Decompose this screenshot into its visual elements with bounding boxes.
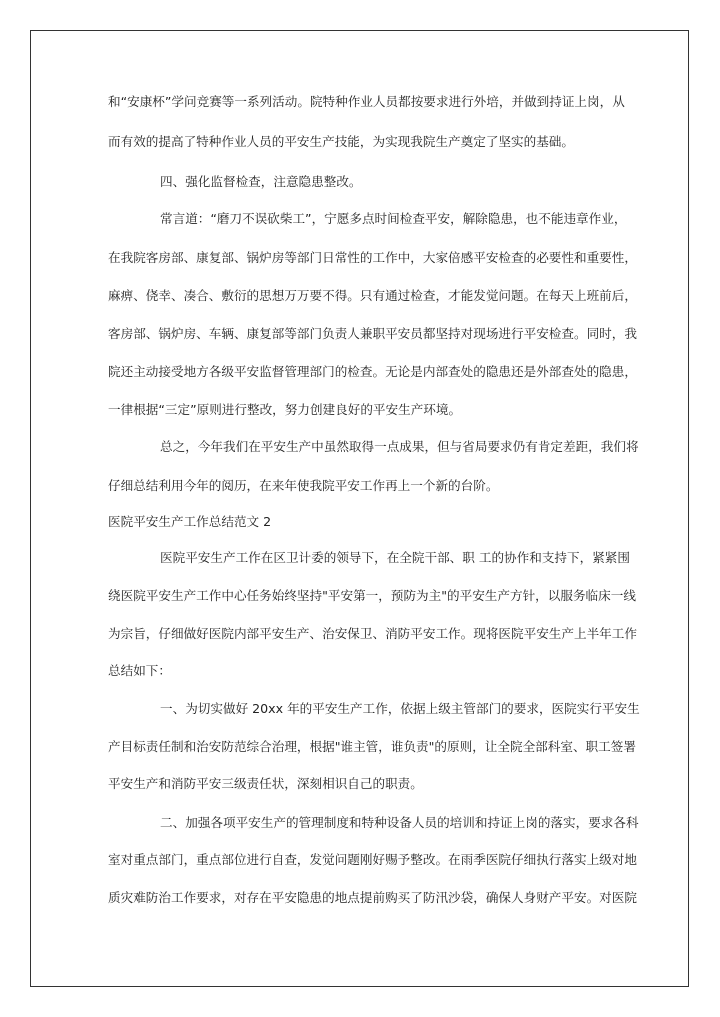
paragraph-line: 质灾难防治工作要求，对存在平安隐患的地点提前购买了防汛沙袋，确保人身财产平安。对医院 [108, 890, 637, 905]
paragraph-line: 而有效的提高了特种作业人员的平安生产技能，为实现我院生产奠定了坚实的基础。 [108, 134, 574, 149]
paragraph-line: 产目标责任制和治安防范综合治理，根据"谁主管，谁负责"的原则，让全院全部科室、职工签署 [108, 739, 636, 754]
paragraph-line: 绕医院平安生产工作中心任务始终坚持"平安第一，预防为主"的平安生产方针，以服务临床一线 [108, 588, 636, 603]
paragraph-line: 一、为切实做好 20xx 年的平安生产工作，依据上级主管部门的要求，医院实行平安生 [160, 701, 640, 716]
paragraph-line: 院还主动接受地方各级平安监督管理部门的检查。无论是内部查处的隐患还是外部查处的隐患， [108, 364, 637, 379]
paragraph-line: 一律根据“三定”原则进行整改，努力创建良好的平安生产环境。 [108, 402, 462, 417]
paragraph-line: 常言道：“磨刀不误砍柴工”，宁愿多点时间检查平安，解除隐患，也不能违章作业， [160, 211, 627, 226]
paragraph-line: 麻痹、侥幸、凑合、敷衍的思想万万要不得。只有通过检查，才能发觉问题。在每天上班前后， [108, 288, 637, 303]
paragraph-line: 为宗旨，仔细做好医院内部平安生产、治安保卫、消防平安工作。现将医院平安生产上半年工作 [108, 626, 637, 641]
paragraph-line: 室对重点部门，重点部位进行自查，发觉问题刚好赐予整改。在雨季医院仔细执行落实上级对地 [108, 852, 637, 867]
paragraph-line: 客房部、锅炉房、车辆、康复部等部门负责人兼职平安员都坚持对现场进行平安检查。同时，我 [108, 326, 637, 341]
paragraph-line: 在我院客房部、康复部、锅炉房等部门日常性的工作中，大家倍感平安检查的必要性和重要性， [108, 250, 637, 265]
section-heading: 四、强化监督检查，注意隐患整改。 [160, 174, 362, 189]
paragraph-line: 仔细总结利用今年的阅历，在来年使我院平安工作再上一个新的台阶。 [108, 478, 499, 493]
paragraph-line: 总结如下： [108, 663, 171, 678]
paragraph-line: 医院平安生产工作在区卫计委的领导下，在全院干部、职 工的协作和支持下，紧紧围 [160, 550, 630, 565]
paragraph-line: 和“安康杯”学问竞赛等一系列活动。院特种作业人员都按要求进行外培，并做到持证上岗，从 [108, 94, 625, 109]
paragraph-line: 总之，今年我们在平安生产中虽然取得一点成果，但与省局要求仍有肯定差距，我们将 [160, 439, 639, 454]
paragraph-line: 平安生产和消防平安三级责任状，深刻相识自己的职责。 [108, 776, 423, 791]
paragraph-line: 二、加强各项平安生产的管理制度和特种设备人员的培训和持证上岗的落实，要求各科 [160, 815, 639, 830]
article-title: 医院平安生产工作总结范文 2 [108, 514, 272, 529]
